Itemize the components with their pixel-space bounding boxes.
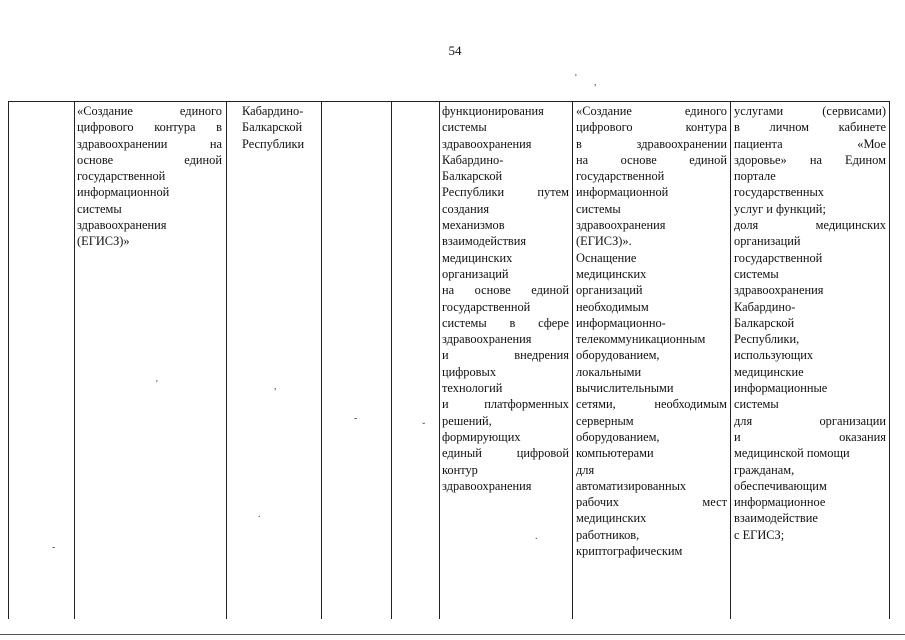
activity-line: оборудованием,	[576, 429, 660, 444]
activity-line: (ЕГИСЗ)».	[576, 234, 632, 249]
activity-line: телекоммуникационным	[576, 332, 706, 347]
table-bottom-border	[0, 634, 905, 635]
scan-speck: -	[52, 542, 56, 553]
activity-line: автоматизированных	[576, 478, 687, 493]
program-name-line: основе единой	[77, 152, 222, 167]
activity-line: медицинских	[576, 511, 647, 526]
column-divider-4	[391, 101, 392, 619]
cell-program-name	[77, 103, 222, 250]
goal-line: Республики путем	[442, 185, 569, 200]
cell-region	[242, 103, 318, 152]
page-number: 54	[448, 43, 462, 58]
result-line: портале	[734, 169, 776, 184]
result-line: информационное	[734, 495, 826, 510]
program-name-line: государственной	[77, 169, 166, 184]
activity-line: на основе единой	[576, 152, 727, 167]
activity-line: криптографическим	[576, 544, 683, 559]
column-divider-7	[730, 101, 731, 619]
activity-line: Оснащение	[576, 250, 637, 265]
goal-line: и внедрения	[442, 348, 569, 363]
goal-line: здравоохранения	[442, 136, 532, 151]
activity-line: сетями, необходимым	[576, 397, 727, 412]
activity-line: информационно-	[576, 315, 666, 330]
activity-line: информационной	[576, 185, 669, 200]
result-line: услугами (сервисами)	[734, 104, 886, 118]
result-line: организаций	[734, 234, 801, 249]
result-line: здоровье» на Едином	[734, 152, 886, 167]
result-line: доля медицинских	[734, 218, 886, 233]
activity-line: здравоохранения	[576, 218, 666, 233]
scan-speck: .	[258, 509, 261, 520]
activity-line: цифрового контура	[576, 120, 727, 135]
program-name-line: здравоохранении на	[77, 136, 222, 151]
goal-line: организаций	[442, 266, 509, 281]
activity-line: для	[576, 462, 595, 477]
goal-line: государственной	[442, 299, 531, 314]
goal-line: единый цифровой	[442, 446, 569, 461]
program-name-line: цифрового контура в	[77, 120, 222, 135]
result-line: Балкарской	[734, 315, 795, 330]
goal-line: Кабардино-	[442, 152, 504, 167]
scan-speck: '	[156, 379, 158, 390]
goal-line: Балкарской	[442, 169, 503, 184]
result-line: обеспечивающим	[734, 478, 827, 493]
table-right-border	[889, 101, 890, 619]
goal-line: медицинских	[442, 250, 513, 265]
goal-line: цифровых	[442, 364, 497, 379]
result-line: медицинские	[734, 364, 804, 379]
column-divider-3	[321, 101, 322, 619]
result-line: услуг и функций;	[734, 201, 826, 216]
activity-line: локальными	[576, 364, 642, 379]
region-line: Кабардино-	[242, 104, 304, 118]
column-divider-6	[572, 101, 573, 619]
result-line: для организации	[734, 413, 886, 428]
activity-line: «Создание единого	[576, 104, 727, 118]
column-divider-2	[226, 101, 227, 619]
result-line: взаимодействие	[734, 511, 818, 526]
scan-speck: .	[535, 531, 538, 542]
activity-line: работников,	[576, 527, 640, 542]
activity-line: организаций	[576, 283, 643, 298]
goal-line: здравоохранения	[442, 478, 532, 493]
goal-line: здравоохранения	[442, 332, 532, 347]
goal-line: взаимодействия	[442, 234, 527, 249]
activity-line: медицинских	[576, 266, 647, 281]
scan-speck: ˇ	[422, 422, 426, 433]
activity-line: компьютерами	[576, 446, 654, 461]
result-line: системы	[734, 397, 779, 412]
result-line: здравоохранения	[734, 283, 824, 298]
activity-line: системы	[576, 201, 621, 216]
activity-line: серверным	[576, 413, 634, 428]
table-top-border	[8, 101, 890, 102]
cell-activity	[576, 103, 727, 559]
scan-speck: ,	[274, 381, 277, 392]
goal-line: решений,	[442, 413, 492, 428]
goal-line: технологий	[442, 381, 503, 396]
result-line: в личном кабинете	[734, 120, 886, 135]
goal-line: и платформенных	[442, 397, 569, 412]
scan-speck: ,	[594, 77, 597, 88]
goal-line: на основе единой	[442, 283, 569, 298]
cell-goal	[442, 103, 569, 494]
goal-line: создания	[442, 201, 490, 216]
activity-line: государственной	[576, 169, 665, 184]
result-line: с ЕГИСЗ;	[734, 527, 785, 542]
program-name-line: системы	[77, 201, 122, 216]
activity-line: оборудованием,	[576, 348, 660, 363]
result-line: и оказания	[734, 429, 886, 444]
result-line: системы	[734, 266, 779, 281]
region-line: Республики	[242, 136, 305, 151]
result-line: государственных	[734, 185, 825, 200]
goal-line: системы в сфере	[442, 315, 569, 330]
cell-result	[734, 103, 886, 543]
goal-line: контур	[442, 462, 478, 477]
scan-speck: '	[575, 73, 577, 84]
result-line: пациента «Мое	[734, 136, 886, 151]
result-line: использующих	[734, 348, 814, 363]
goal-line: механизмов	[442, 218, 505, 233]
activity-line: вычислительными	[576, 381, 674, 396]
goal-line: формирующих	[442, 429, 521, 444]
result-line: государственной	[734, 250, 823, 265]
result-line: Республики,	[734, 332, 800, 347]
scan-speck: -	[354, 413, 358, 424]
goal-line: системы	[442, 120, 487, 135]
result-line: медицинской помощи	[734, 446, 850, 461]
program-name-line: «Создание единого	[77, 104, 222, 118]
goal-line: функционирования	[442, 104, 544, 118]
program-name-line: информационной	[77, 185, 170, 200]
region-line: Балкарской	[242, 120, 303, 135]
table-left-border	[8, 101, 9, 619]
activity-line: рабочих мест	[576, 495, 727, 510]
result-line: гражданам,	[734, 462, 795, 477]
program-name-line: здравоохранения	[77, 218, 167, 233]
activity-line: в здравоохранении	[576, 136, 727, 151]
result-line: информационные	[734, 381, 828, 396]
column-divider-5	[439, 101, 440, 619]
activity-line: необходимым	[576, 299, 649, 314]
column-divider-1	[74, 101, 75, 619]
program-name-line: (ЕГИСЗ)»	[77, 234, 130, 249]
result-line: Кабардино-	[734, 299, 796, 314]
